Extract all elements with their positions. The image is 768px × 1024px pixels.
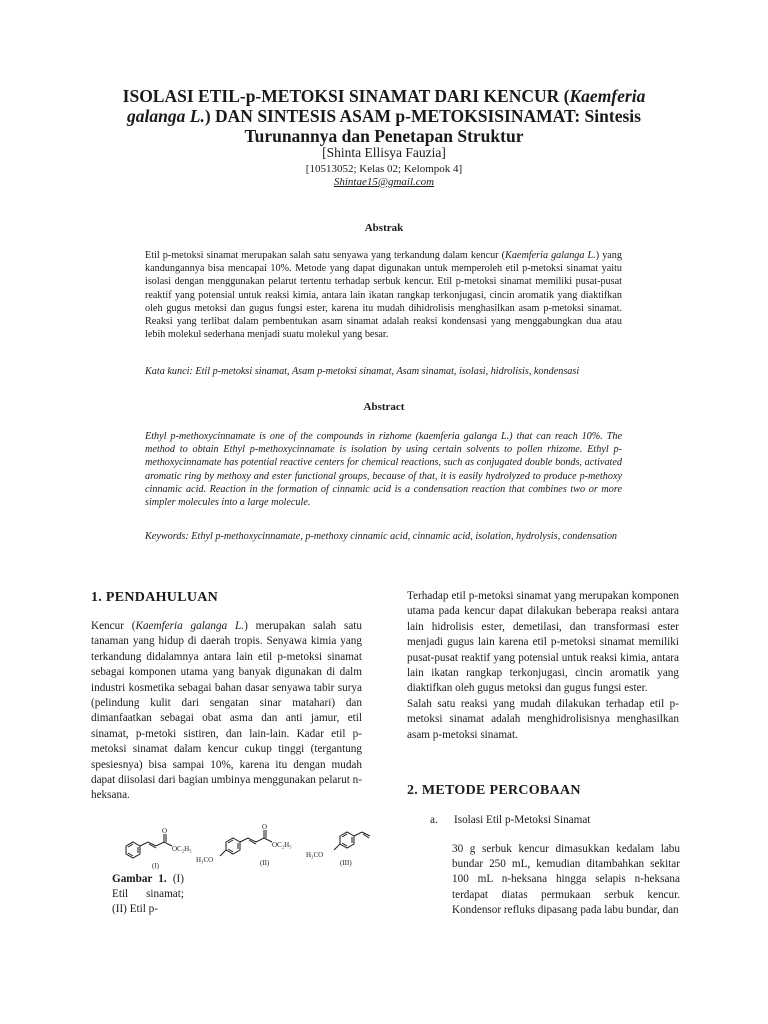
methoxy-label-2: H₃CO [196, 856, 214, 864]
structure-label-3: (III) [340, 859, 352, 867]
title-part: ISOLASI ETIL-p-METOKSI SINAMAT DARI KENCUR ( [122, 86, 570, 106]
author-meta: [10513052; Kelas 02; Kelompok 4] [305, 163, 463, 175]
right-column-text [407, 589, 679, 743]
title-part: Turunannya dan Penetapan Struktur [244, 126, 524, 146]
abstrak-keywords: Kata kunci: Etil p-metoksi sinamat, Asam p-metoksi sinamat, Asam sinamat, isolasi, hidrolisis, kondensasi [145, 366, 580, 377]
ester-label-2: OC₂H₅ [272, 841, 292, 849]
title-italic-part: galanga L. [127, 106, 205, 126]
abstract-heading: Abstract [363, 401, 405, 413]
structure-label-1: (I) [152, 862, 159, 870]
methoxy-label-3: H₃CO [306, 851, 324, 859]
abstrak-text-part: ) yang kandungannya bisa mencapai 10%. Metode yang dapat digunakan untuk memperoleh etil p-metoksi sinamat yaitu isolasi dengan menggunakan pelarut tertentu terhadap serbuk kencur. Etil p-metoksi sinamat memiliki pusat-pusat reaktif yang potensial untuk reaksi kimia, antara lain ikatan rangkap terkonjugasi, cincin aromatik yang diaktifkan oleh gugus metoksi dan gugus fungsi ester, karena itu mudah dihidrolisis menghasilkan asam p-metoksi sinamat. Reaksi yang terlibat dalam pembentukan asam sinamat adalah reaksi kondensasi yang menggabungkan dua atau lebih molekul sederhana menjadi suatu molekul yang besar. [145, 250, 622, 341]
method-item-index: a. [430, 814, 438, 826]
pendahuluan-text-part: ) merupakan salah satu tanaman yang hidup di daerah tropis. Senyawa kimia yang terkandung didalamnya antara lain etil p-metoksi sinamat sebagai komponen utama yang banyak digunakan di dalm industri kosmetika sebagai bahan dasar senyawa tabir surya (pelindung kulit dari sengatan sinar matahari) dan dimanfaatkan sebagai obat asma dan anti jamur, etil sinamat, p-metoki sistiren, dan lain-lain. Kadar etil p-metoksi sinamat dalam kencur cukup tinggi (tergantung spesiesnya) bisa sampai 10%, karena itu dengan mudah dapat diisolasi dari bagian umbinya menggunakan pelarut n-heksana. [91, 620, 363, 802]
figure-caption [112, 872, 184, 917]
right-column-paragraph-2: Salah satu reaksi yang mudah dilakukan terhadap etil p-metoksi sinamat adalah menghidrolisisnya menghasilkan asam p-metoksi sinamat. [407, 697, 679, 741]
abstrak-heading: Abstrak [364, 222, 404, 234]
section-heading-metode: 2. METODE PERCOBAAN [407, 783, 581, 798]
paper-title [100, 86, 668, 146]
author-name: [Shinta Ellisya Fauzia] [322, 145, 446, 160]
structure-ethyl-p-methoxycinnamate [220, 830, 272, 856]
method-text: 30 g serbuk kencur dimasukkan kedalam labu bundar 250 mL, kemudian ditambahkan sekitar 100 mL n-heksana hingga selapis n-heksana terdapat diatas permukaan serbuk kencur. Kondensor refluks dipasang pada labu bundar, dan [452, 843, 680, 916]
abstrak-text-part: Etil p-metoksi sinamat merupakan salah satu senyawa yang terkandung dalam kencur ( [145, 250, 506, 261]
pendahuluan-text [91, 619, 362, 804]
author-email[interactable]: Shintae15@gmail.com [333, 176, 435, 188]
chemical-structures-figure [108, 822, 378, 872]
section-heading-pendahuluan: 1. PENDAHULUAN [91, 590, 219, 605]
structure-p-methoxystyrene [334, 832, 370, 850]
title-italic-part: Kaemferia [569, 86, 646, 106]
method-subsection-a [430, 814, 590, 826]
pendahuluan-text-italic: Kaemferia galanga L. [135, 620, 245, 632]
ester-label-1: OC₂H₅ [172, 845, 192, 853]
pendahuluan-text-part: Kencur ( [91, 620, 136, 632]
right-column-paragraph-1: Terhadap etil p-metoksi sinamat yang merupakan komponen utama pada kencur dapat dilakukan beberapa reaksi antara lain hidrolisis ester, demetilasi, dan transformasi ester menjadi gugus lain karena etil p-metoksi sinamat memiliki pusat-pusat reaktif yang potensial untuk reaksi kimia, antara lain ikatan rangkap terkonjugasi, cincin aromatik yang diaktifkan oleh gugus metoksi dan gugus fungsi ester. [407, 590, 679, 695]
structure-ethyl-cinnamate [126, 834, 172, 858]
figure-caption-text: (I) Etil sinamat; (II) Etil p- [112, 873, 184, 915]
abstract-text: Ethyl p-methoxycinnamate is one of the compounds in rizhome (kaemferia galanga L.) that can reach 10%. The method to obtain Ethyl p-methoxycinnamate is isolation by using certain solvents to pollen rhizome. Ethyl p-methoxycinnamate has potential reactive centers for chemical reactions, such as conjugated double bonds, activated aromatic ring by methoxy and ester functional groups, because of that, it is easily hydrolyzed to produce p-methoxy cinnamic acid. Reaction in the formation of cinnamic acid is a condensation reaction that combines two or more simpler molecules into a large molecule. [145, 431, 622, 509]
abstrak-text-italic: Kaemferia galanga L. [505, 250, 596, 261]
method-item-label: Isolasi Etil p-Metoksi Sinamat [454, 814, 591, 826]
carbonyl-oxygen-label: O [162, 827, 168, 835]
figure-caption-label: Gambar 1. [112, 873, 167, 885]
carbonyl-oxygen-label: O [262, 823, 268, 831]
abstrak-text [145, 249, 622, 341]
title-part: ) DAN SINTESIS ASAM p-METOKSISINAMAT: Sintesis [204, 106, 641, 126]
abstract-keywords: Keywords: Ethyl p-methoxycinnamate, p-methoxy cinnamic acid, cinnamic acid, isolation, hydrolysis, condensation [145, 531, 618, 542]
structure-label-2: (II) [260, 859, 270, 867]
